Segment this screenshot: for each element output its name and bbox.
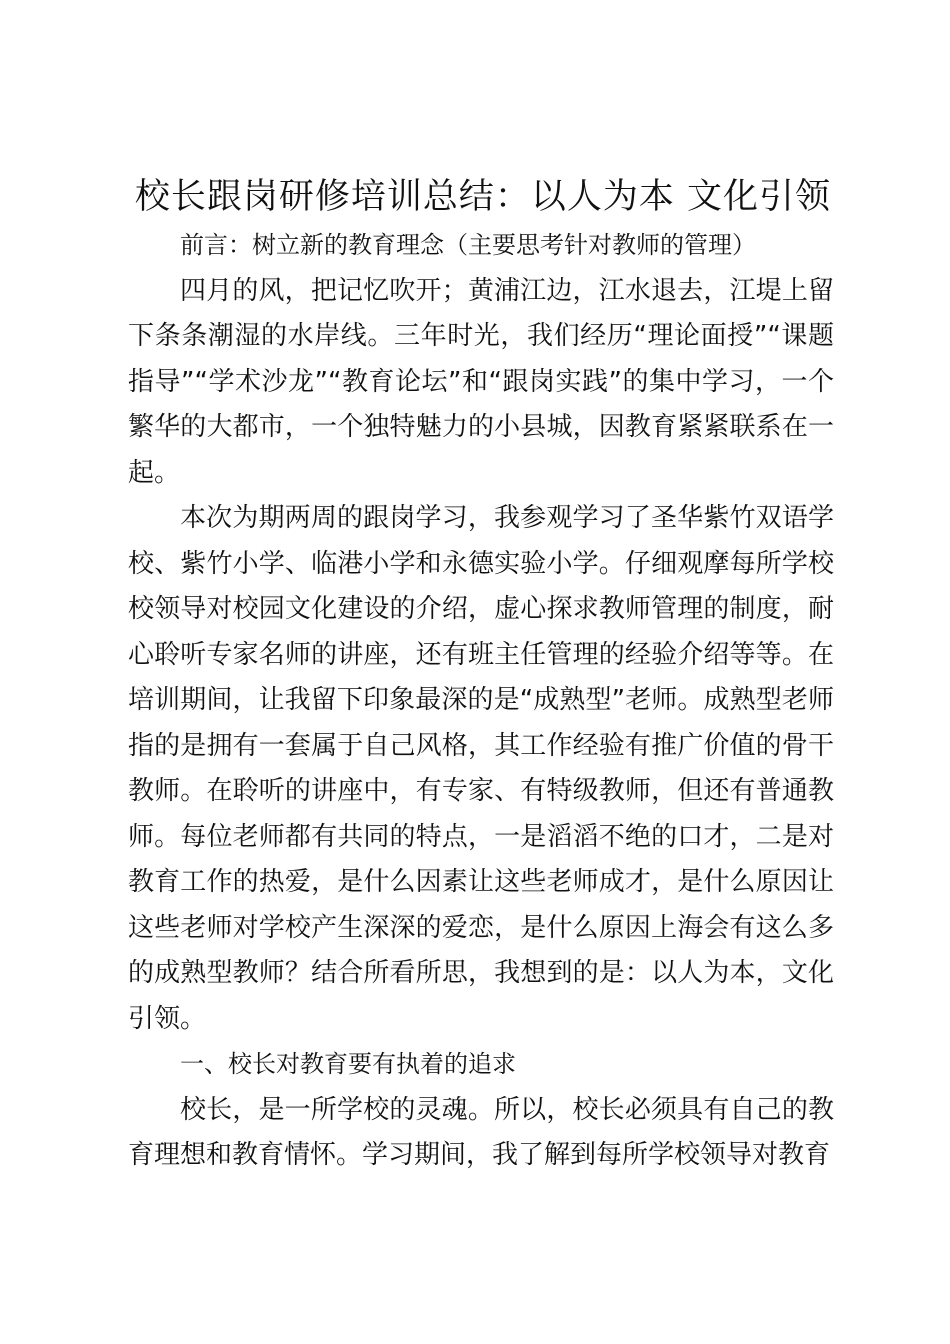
document-title: 校长跟岗研修培训总结：以人为本 文化引领 xyxy=(134,177,832,217)
paragraph-intro: 四月的风，把记忆吹开；黄浦江边，江水退去，江堤上留下条条潮湿的水岸线。三年时光，我们经历“理论面授”“课题指导”“学术沙龙”“教育论坛”和“跟岗实践”的集中学习，一个繁华的大都市，一个独特魅力的小县城，因教育紧紧联系在一起。 xyxy=(128,275,834,488)
document-body xyxy=(128,223,834,1179)
section-heading: 一、校长对教育要有执着的追求 xyxy=(180,1050,516,1078)
paragraph-section1: 校长，是一所学校的灵魂。所以，校长必须具有自己的教育理想和教育情怀。学习期间，我了解到每所学校领导对教育 xyxy=(128,1094,834,1170)
preface-line: 前言：树立新的教育理念（主要思考针对教师的管理） xyxy=(180,231,756,259)
paragraph-study: 本次为期两周的跟岗学习，我参观学习了圣华紫竹双语学校、紫竹小学、临港小学和永德实验小学。仔细观摩每所学校校领导对校园文化建设的介绍，虚心探求教师管理的制度，耐心聆听专家名师的讲座，还有班主任管理的经验介绍等等。在培训期间，让我留下印象最深的是“成熟型”老师。成熟型老师指的是拥有一套属于自己风格，其工作经验有推广价值的骨干教师。在聆听的讲座中，有专家、有特级教师，但还有普通教师。每位老师都有共同的特点，一是滔滔不绝的口才，二是对教育工作的热爱，是什么因素让这些老师成才，是什么原因让这些老师对学校产生深深的爱恋，是什么原因上海会有这么多的成熟型教师？结合所看所思，我想到的是：以人为本，文化引领。 xyxy=(128,503,834,1034)
